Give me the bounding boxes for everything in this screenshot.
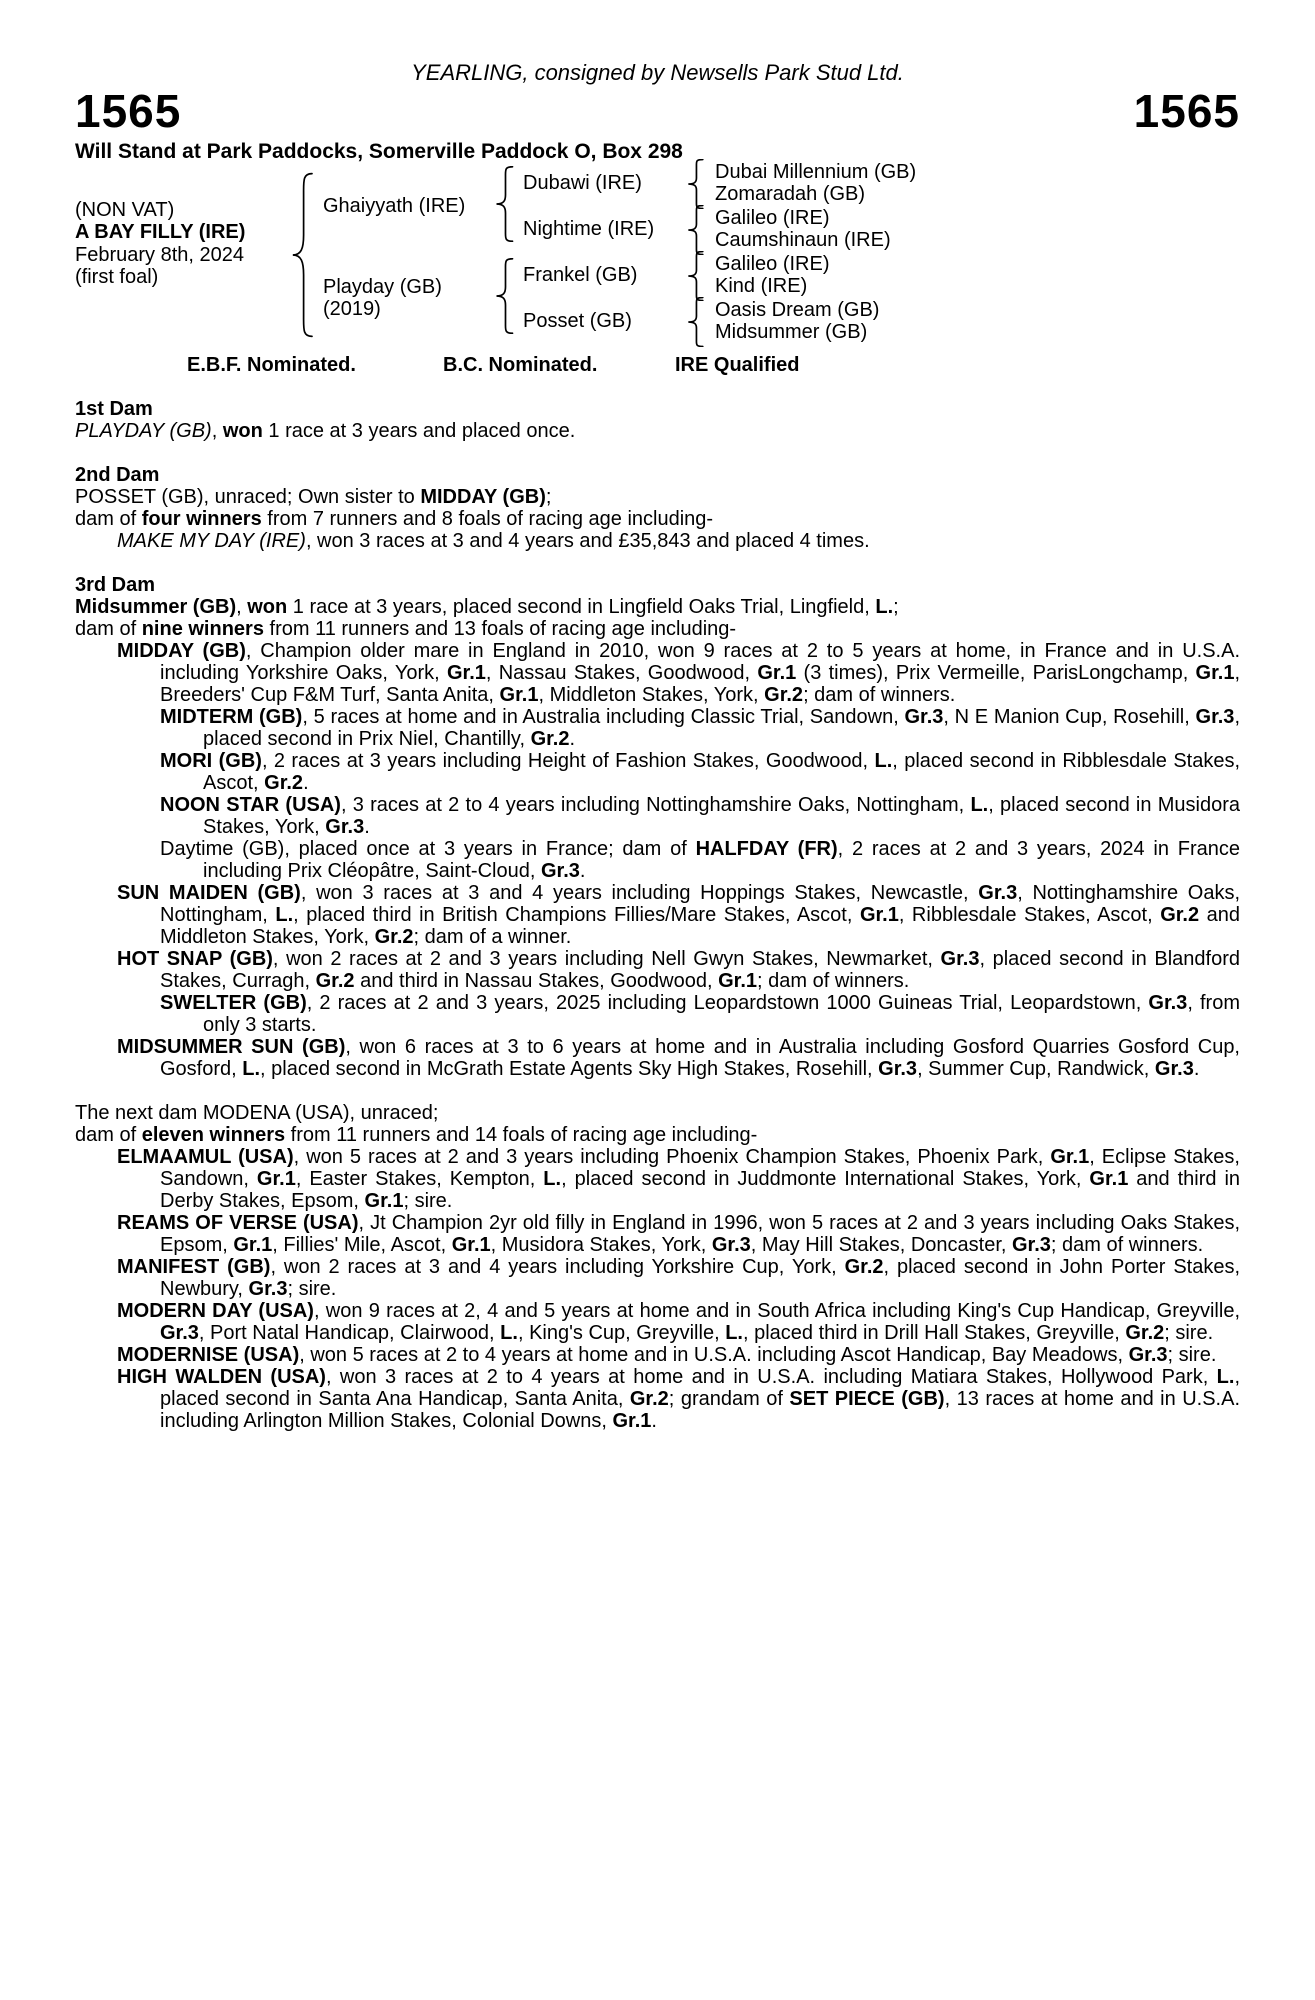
foal-date: February 8th, 2024: [75, 244, 244, 266]
pedigree-paragraph: The next dam MODENA (USA), unraced;: [75, 1102, 439, 1124]
pedigree-paragraph: SWELTER (GB), 2 races at 2 and 3 years, 2025 including Leopardstown 1000 Guineas Trial, Leopardstown, Gr.3, from only 3 starts.: [160, 992, 1240, 1036]
pedigree-paragraph: NOON STAR (USA), 3 races at 2 to 4 years including Nottinghamshire Oaks, Nottingham, L., placed second in Musidora Stakes, York, Gr.3.: [160, 794, 1240, 838]
nominations-line: [75, 354, 1240, 378]
pedigree-paragraph: MIDDAY (GB), Champion older mare in England in 2010, won 9 races at 2 to 5 years at home, in France and in U.S.A. including Yorkshire Oaks, York, Gr.1, Nassau Stakes, Goodwood, Gr.1 (3 times), Prix Vermeille, ParisLongchamp, Gr.1, Breeders' Cup F&M Turf, Santa Anita, Gr.1, Middleton Stakes, York, Gr.2; dam of winners.: [117, 640, 1241, 706]
pedigree-paragraph: dam of nine winners from 11 runners and 13 foals of racing age including-: [75, 618, 737, 640]
bc-nominated: B.C. Nominated.: [443, 354, 598, 376]
great-grandparent-line: Zomaradah (GB): [715, 183, 866, 205]
pedigree-paragraph: PLAYDAY (GB), won 1 race at 3 years and placed once.: [75, 420, 576, 442]
lot-number-left: 1565: [75, 85, 182, 137]
pedigree-paragraph: ELMAAMUL (USA), won 5 races at 2 and 3 years including Phoenix Champion Stakes, Phoenix Park, Gr.1, Eclipse Stakes, Sandown, Gr.1, Easter Stakes, Kempton, L., placed second in Juddmonte International Stakes, York, Gr.1 and third in Derby Stakes, Epsom, Gr.1; sire.: [117, 1146, 1241, 1212]
dam-sire: Frankel (GB): [523, 264, 638, 286]
great-grandparent-line: Caumshinaun (IRE): [715, 229, 891, 251]
great-grandparent-line: Midsummer (GB): [715, 321, 868, 343]
dam-dam: Posset (GB): [523, 310, 632, 332]
gp-brace-4: [687, 297, 705, 347]
pedigree-paragraph: MODERNISE (USA), won 5 races at 2 to 4 years at home and in U.S.A. including Ascot Handicap, Bay Meadows, Gr.3; sire.: [117, 1344, 1217, 1366]
ire-qualified: IRE Qualified: [675, 354, 800, 376]
family-brace: [291, 172, 315, 338]
pedigree-paragraph: MORI (GB), 2 races at 3 years including Height of Fashion Stakes, Goodwood, L., placed second in Ribblesdale Stakes, Ascot, Gr.2.: [160, 750, 1241, 794]
pedigree-paragraph: MIDSUMMER SUN (GB), won 6 races at 3 to 6 years at home and in Australia including Gosford Quarries Gosford Cup, Gosford, L., placed second in McGrath Estate Agents Sky High Stakes, Rosehill, Gr.3, Summer Cup, Randwick, Gr.3.: [117, 1036, 1240, 1080]
foal-note: (first foal): [75, 266, 159, 288]
dam-heading: 2nd Dam: [75, 464, 160, 486]
vat-note: (NON VAT): [75, 199, 175, 221]
lot-number-right: 1565: [1133, 85, 1240, 137]
great-grandparent-line: Oasis Dream (GB): [715, 299, 880, 321]
great-grandparent-line: Galileo (IRE): [715, 253, 830, 275]
great-grandparent-line: Kind (IRE): [715, 275, 808, 297]
pedigree-paragraph: MIDTERM (GB), 5 races at home and in Australia including Classic Trial, Sandown, Gr.3, N E Manion Cup, Rosehill, Gr.3, placed second in Prix Niel, Chantilly, Gr.2.: [160, 706, 1240, 750]
pedigree-paragraph: Daytime (GB), placed once at 3 years in France; dam of HALFDAY (FR), 2 races at 2 and 3 years, 2024 in France including Prix Cléopâtre, Saint-Cloud, Gr.3.: [160, 838, 1241, 882]
pedigree-paragraph: SUN MAIDEN (GB), won 3 races at 3 and 4 years including Hoppings Stakes, Newcastle, Gr.3, Nottinghamshire Oaks, Nottingham, L., placed third in British Champions Fillies/Mare Stakes, Ascot, Gr.1, Ribblesdale Stakes, Ascot, Gr.2 and Middleton Stakes, York, Gr.2; dam of a winner.: [117, 882, 1241, 948]
pedigree-paragraph: REAMS OF VERSE (USA), Jt Champion 2yr old filly in England in 1996, won 5 races at 2 and 3 years including Oaks Stakes, Epsom, Gr.1, Fillies' Mile, Ascot, Gr.1, Musidora Stakes, York, Gr.3, May Hill Stakes, Doncaster, Gr.3; dam of winners.: [117, 1212, 1240, 1256]
pedigree-paragraph: POSSET (GB), unraced; Own sister to MIDDAY (GB);: [75, 486, 552, 508]
pedigree-paragraph: Midsummer (GB), won 1 race at 3 years, placed second in Lingfield Oaks Trial, Lingfield, L.;: [75, 596, 899, 618]
dam-section: [75, 574, 1240, 1080]
catalogue-body: [75, 398, 1240, 1432]
sire-dam: Nightime (IRE): [523, 218, 655, 240]
sire-brace: [495, 166, 515, 242]
dam-section: [75, 464, 1240, 552]
dam-heading: 1st Dam: [75, 398, 153, 420]
dam-section: [75, 398, 1240, 442]
pedigree-paragraph: HOT SNAP (GB), won 2 races at 2 and 3 years including Nell Gwyn Stakes, Newmarket, Gr.3, placed second in Blandford Stakes, Curragh, Gr.2 and third in Nassau Stakes, Goodwood, Gr.1; dam of winners.: [117, 948, 1240, 992]
sire-name: Ghaiyyath (IRE): [323, 195, 466, 217]
pedigree-table: [75, 162, 1240, 352]
pedigree-paragraph: dam of four winners from 7 runners and 8 foals of racing age including-: [75, 508, 714, 530]
dam-name: Playday (GB): [323, 276, 442, 298]
gp-brace-1: [687, 159, 705, 209]
stand-location-line: Will Stand at Park Paddocks, Somerville Paddock O, Box 298: [75, 140, 683, 163]
consignor-line: YEARLING, consigned by Newsells Park Stud Ltd.: [411, 60, 904, 85]
dam-year: (2019): [323, 298, 381, 320]
dam-brace: [495, 258, 515, 334]
dam-section: [75, 1102, 1240, 1432]
great-grandparent-line: Galileo (IRE): [715, 207, 830, 229]
pedigree-paragraph: HIGH WALDEN (USA), won 3 races at 2 to 4 years at home and in U.S.A. including Matiara Stakes, Hollywood Park, L., placed second in Santa Ana Handicap, Santa Anita, Gr.2; grandam of SET PIECE (GB), 13 races at home and in U.S.A. including Arlington Million Stakes, Colonial Downs, Gr.1.: [117, 1366, 1241, 1432]
pedigree-paragraph: MODERN DAY (USA), won 9 races at 2, 4 and 5 years at home and in South Africa including King's Cup Handicap, Greyville, Gr.3, Port Natal Handicap, Clairwood, L., King's Cup, Greyville, L., placed third in Drill Hall Stakes, Greyville, Gr.2; sire.: [117, 1300, 1240, 1344]
dam-heading: 3rd Dam: [75, 574, 156, 596]
pedigree-paragraph: MAKE MY DAY (IRE), won 3 races at 3 and 4 years and £35,843 and placed 4 times.: [117, 530, 870, 552]
gp-brace-2: [687, 205, 705, 255]
gp-brace-3: [687, 251, 705, 301]
horse-name: A BAY FILLY (IRE): [75, 221, 246, 243]
ebf-nominated: E.B.F. Nominated.: [187, 354, 356, 376]
pedigree-paragraph: MANIFEST (GB), won 2 races at 3 and 4 years including Yorkshire Cup, York, Gr.2, placed second in John Porter Stakes, Newbury, Gr.3; sire.: [117, 1256, 1241, 1300]
pedigree-paragraph: dam of eleven winners from 11 runners and 14 foals of racing age including-: [75, 1124, 758, 1146]
great-grandparent-line: Dubai Millennium (GB): [715, 161, 917, 183]
sire-sire: Dubawi (IRE): [523, 172, 642, 194]
